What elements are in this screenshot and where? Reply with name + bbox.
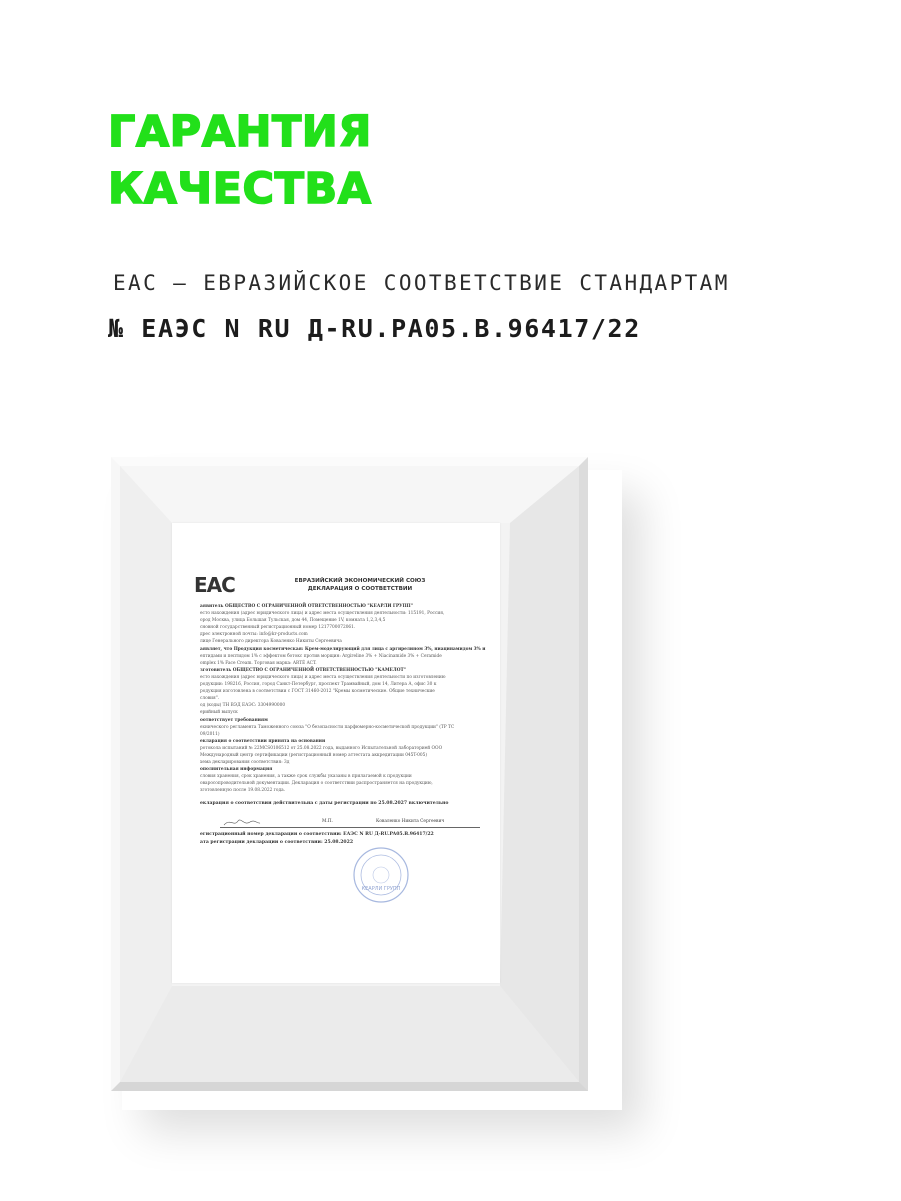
document-line: есто нахождения (адрес юридического лица) и адрес места осуществления деятельности: 115191, Россия,: [200, 611, 445, 617]
document-line: ептидами и пептидом 1% с эффектом ботокс против морщин: Argireline 3% + Niacinamide 3% + Ceramide: [200, 653, 442, 659]
headline-line-1: ГАРАНТИЯ: [108, 107, 372, 157]
document-line: ерийный выпуск: [200, 710, 238, 716]
company-stamp: [352, 846, 410, 904]
document-line: есто нахождения (адрес юридического лица) и адрес места осуществления деятельности по изготовлению: [200, 674, 446, 680]
signer-name: Коваленко Никита Сергеевич: [376, 819, 445, 824]
certificate-number: № ЕАЭС N RU Д-RU.PA05.B.96417/22: [108, 314, 641, 343]
document-line: од (коды) ТН ВЭД ЕАЭС: 3304990000: [200, 703, 286, 709]
document-line: родукция изготовлена в соответствии с ГОСТ 31460-2012 "Кремы косметические. Общие технические: [200, 689, 435, 695]
document-line: оваросопроводительной документации. Декларация о соответствии распространяется на продукцию,: [200, 781, 433, 787]
document-line: зготовитель ОБЩЕСТВО С ОГРАНИЧЕННОЙ ОТВЕТСТВЕННОСТЬЮ "КАМЕЛОТ": [200, 667, 406, 673]
document-body: [200, 603, 496, 795]
union-title: ЕВРАЗИЙСКИЙ ЭКОНОМИЧЕСКИЙ СОЮЗ: [294, 578, 426, 584]
document-line: Международный центр сертификации (регистрационный номер аттестата аккредитации 045T-005): [200, 752, 428, 758]
document-line: родукции: 198216, Россия, город Санкт-Петербург, проспект Трамвайный, дом 14, Литера А, офис 30 к: [200, 682, 437, 688]
eac-logo: EAC: [194, 573, 235, 597]
declaration-document: [172, 523, 500, 983]
document-line: аявляет, что Продукция косметическая: Крем-моделирующий для лица с аргирелином 3%, ниацинамидом 3% и: [200, 646, 486, 652]
declaration-title: ДЕКЛАРАЦИЯ О СООТВЕТСТВИИ: [307, 586, 413, 592]
document-line: словия хранения, срок хранения, а также срок службы указаны в прилагаемой к продукции: [200, 774, 412, 780]
headline-line-2: КАЧЕСТВА: [108, 164, 372, 214]
document-line: оответствует требованиям: [200, 717, 268, 723]
document-line: ехнического регламента Таможенного союза "О безопасности парфюмерно-косметической продукции" (ТР ТС: [200, 724, 455, 730]
document-line: 09/2011): [200, 731, 220, 737]
registration-info: [200, 831, 434, 846]
document-line: omplex 1% Face Cream. Торговая марка: ARTÉ ACT.: [200, 660, 317, 666]
document-header: [270, 577, 450, 593]
stamp-place-label: М.П.: [322, 819, 333, 824]
headline: [108, 104, 372, 218]
registration-number: егистрационный номер декларации о соответствии: ЕАЭС N RU Д-RU.PA05.B.96417/22: [200, 832, 434, 837]
signature-line: [220, 827, 480, 828]
document-line: ротокола испытаний № 22MCS0106512 от 25.08.2022 года, выданного Испытательной лабораторией ООО: [200, 745, 443, 751]
document-line: аявитель ОБЩЕСТВО С ОГРАНИЧЕННОЙ ОТВЕТСТВЕННОСТЬЮ "КЕАРЛИ ГРУПП": [200, 604, 413, 609]
document-line: словия".: [200, 696, 220, 702]
document-line: ополнительная информация: [200, 767, 273, 773]
document-line: зготовленную после 19.08.2022 года.: [200, 788, 286, 794]
document-line: дрес электронной почты: info@kr-products.com: [200, 632, 308, 638]
svg-text:КЕАРЛИ ГРУПП: КЕАРЛИ ГРУПП: [361, 886, 401, 892]
document-line: хема декларирования соответствия: 3д: [200, 760, 290, 766]
document-line: екларация о соответствии принята на основании: [200, 738, 326, 744]
registration-date: ата регистрации декларации о соответствии: 25.08.2022: [200, 839, 354, 845]
validity-line: екларация о соответствии действительна с даты регистрации по 25.08.2027 включительно: [200, 801, 449, 806]
eac-description: ЕАС – ЕВРАЗИЙСКОЕ СООТВЕТСТВИЕ СТАНДАРТАМ: [113, 271, 730, 295]
document-line: сновной государственный регистрационный номер 1217700072061.: [200, 625, 356, 631]
document-line: ород Москва, улица Большая Тульская, дом 44, Помещение 1V, комната 1,2,3,4,5: [200, 618, 386, 624]
document-line: лице Генерального директора Коваленко Никиты Сергеевича: [200, 639, 342, 645]
